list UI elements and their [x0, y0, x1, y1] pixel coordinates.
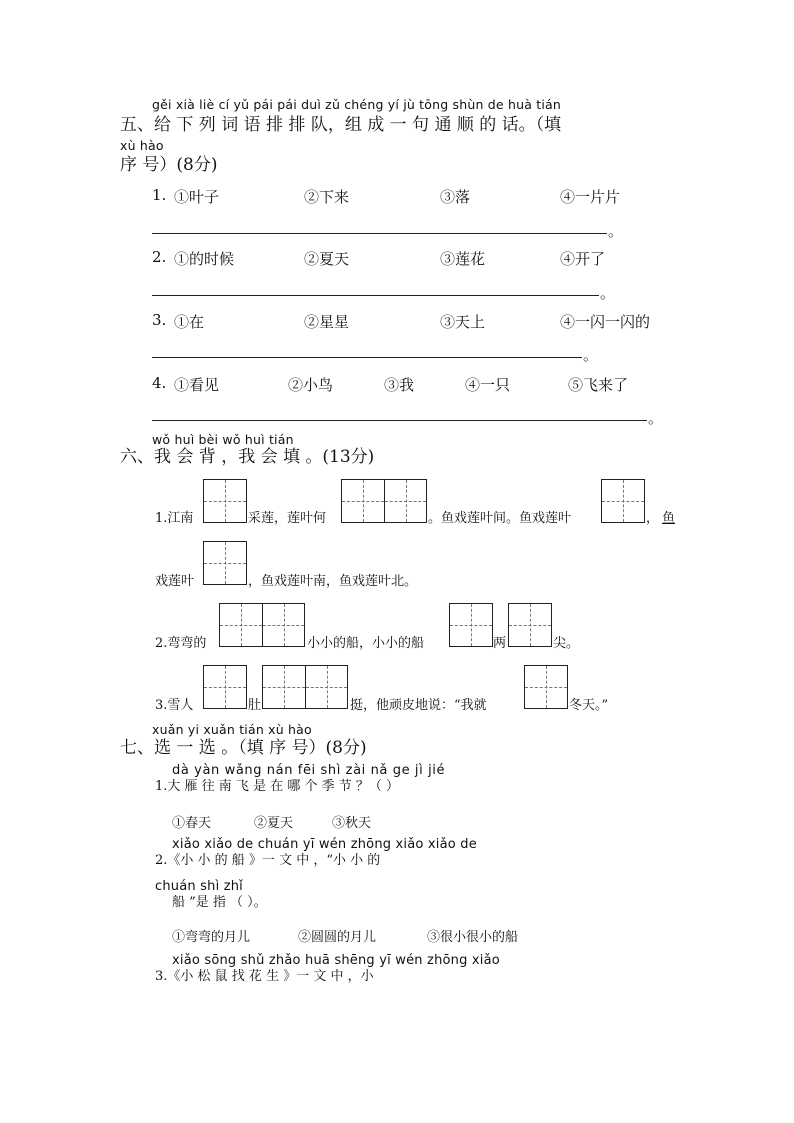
section6-title: 六、我 会 背 ，我 会 填 。(13分) [120, 447, 375, 467]
s6-q1-box2[interactable] [341, 479, 427, 523]
s6-q1-text-f: 戏莲叶 [155, 574, 195, 589]
s6-q1-box3[interactable] [601, 479, 645, 523]
section6-pinyin: wǒ huì bèi wǒ huì tián [152, 432, 294, 447]
s6-q1-text-b: 采莲，莲叶何 [248, 511, 327, 526]
s6-q3-text-d: 冬天。” [569, 698, 609, 713]
s6-q2-text-b: 小小的船，小小的船 [307, 636, 425, 651]
s6-q2-box1[interactable] [219, 603, 305, 647]
s6-q3-text-b: 肚 [248, 698, 262, 713]
s5-item2-answer-line[interactable] [152, 295, 599, 296]
section5-title: 五、给 下 列 词 语 排 排 队，组 成 一 句 通 顺 的 话。（填 [120, 115, 562, 135]
s5-item2-opt4: ④开了 [560, 250, 606, 268]
s5-item3-answer-line[interactable] [152, 357, 582, 358]
s5-item3-opt2: ②星星 [304, 313, 350, 331]
s7-q2-pinyin-2: chuán shì zhǐ [155, 879, 243, 894]
s7-q1-opt1: ①春天 [172, 816, 212, 831]
s5-item3-opt1: ①在 [174, 313, 205, 331]
section7-title: 七、选 一 选 。（填 序 号）(8分) [120, 738, 367, 758]
s6-q2-text-a: 2.弯弯的 [155, 636, 207, 651]
section5-pinyin-2: xù hào [120, 138, 164, 153]
s7-q2-opt2: ②圆圆的月儿 [298, 930, 377, 945]
s6-q3-box3[interactable] [524, 665, 568, 709]
s6-q1-text-c: 。鱼戏莲叶间。鱼戏莲叶 [428, 511, 572, 526]
s5-item3-opt4: ④一闪一闪的 [560, 313, 651, 331]
s7-q1-pinyin: dà yàn wǎng nán fēi shì zài nǎ ge jì jié [172, 763, 446, 778]
s5-item2-opt1: ①的时候 [174, 250, 235, 268]
s6-q3-box2[interactable] [262, 665, 348, 709]
s5-item3-end: 。 [583, 346, 599, 364]
s6-q1-box1[interactable] [203, 479, 247, 523]
s7-q2-text-2: 船 ”是 指 （ ）。 [172, 895, 267, 910]
s5-item4-opt1: ①看见 [174, 376, 220, 394]
s6-q1-text-g: ，鱼戏莲叶南，鱼戏莲叶北。 [248, 574, 418, 589]
s5-item4-opt4: ④一只 [465, 376, 511, 394]
s6-q2-text-c: 两 [493, 636, 507, 651]
s5-item4-answer-line[interactable] [152, 420, 647, 421]
s5-item3-opt3: ③天上 [440, 313, 486, 331]
s5-item1-opt4: ④一片片 [560, 188, 621, 206]
s5-item2-num: 2. [152, 248, 167, 266]
s5-item2-opt2: ②夏天 [304, 250, 350, 268]
s5-item1-answer-line[interactable] [152, 233, 607, 234]
s6-q2-box2[interactable] [449, 603, 493, 647]
s6-q1-box4[interactable] [203, 541, 247, 585]
s5-item2-end: 。 [600, 284, 616, 302]
s5-item4-opt5: ⑤飞来了 [568, 376, 629, 394]
s7-q2-opt3: ③很小很小的船 [427, 930, 519, 945]
s7-q1-opt2: ②夏天 [254, 816, 294, 831]
s6-q2-text-d: 尖。 [553, 636, 580, 651]
s5-item1-opt3: ③落 [440, 188, 471, 206]
s5-item3-num: 3. [152, 311, 167, 329]
s7-q2-opt1: ①弯弯的月儿 [172, 930, 251, 945]
s5-item2-opt3: ③莲花 [440, 250, 486, 268]
s7-q3-pinyin: xiǎo sōng shǔ zhǎo huā shēng yī wén zhōng xiǎo [172, 953, 500, 968]
s6-q1-text-d: ， [646, 511, 660, 526]
s7-q2-pinyin: xiǎo xiǎo de chuán yī wén zhōng xiǎo xiǎo de [172, 837, 477, 852]
s5-item4-opt2: ②小鸟 [288, 376, 334, 394]
s5-item1-opt1: ①叶子 [174, 188, 220, 206]
s5-item4-num: 4. [152, 374, 167, 392]
s7-q2-text: 2.《小 小 的 船 》一 文 中 ，“小 小 的 [155, 853, 381, 868]
s7-q3-text: 3.《小 松 鼠 找 花 生 》一 文 中 ，小 [155, 969, 374, 984]
s5-item4-end: 。 [648, 409, 664, 427]
s5-item1-opt2: ②下来 [304, 188, 350, 206]
s6-q2-box3[interactable] [508, 603, 552, 647]
s6-q3-box1[interactable] [203, 665, 247, 709]
s7-q1-opt3: ③秋天 [332, 816, 372, 831]
s6-q1-text-e: 鱼 [662, 511, 676, 526]
section5-title-2: 序 号）(8分) [120, 155, 218, 175]
s7-q1-text: 1.大 雁 往 南 飞 是 在 哪 个 季 节 ？（ ） [155, 779, 399, 794]
s5-item1-num: 1. [152, 186, 167, 204]
s6-q1-text-a: 1.江南 [155, 511, 194, 526]
s6-q3-text-c: 挺，他顽皮地说：“我就 [350, 698, 487, 713]
section5-pinyin: gěi xià liè cí yǔ pái pái duì zǔ chéng yí jù tōng shùn de huà tián [152, 97, 562, 112]
s6-q3-text-a: 3.雪人 [155, 698, 194, 713]
s5-item1-end: 。 [608, 222, 624, 240]
s5-item4-opt3: ③我 [384, 376, 415, 394]
section7-pinyin: xuǎn yi xuǎn tián xù hào [152, 722, 312, 737]
